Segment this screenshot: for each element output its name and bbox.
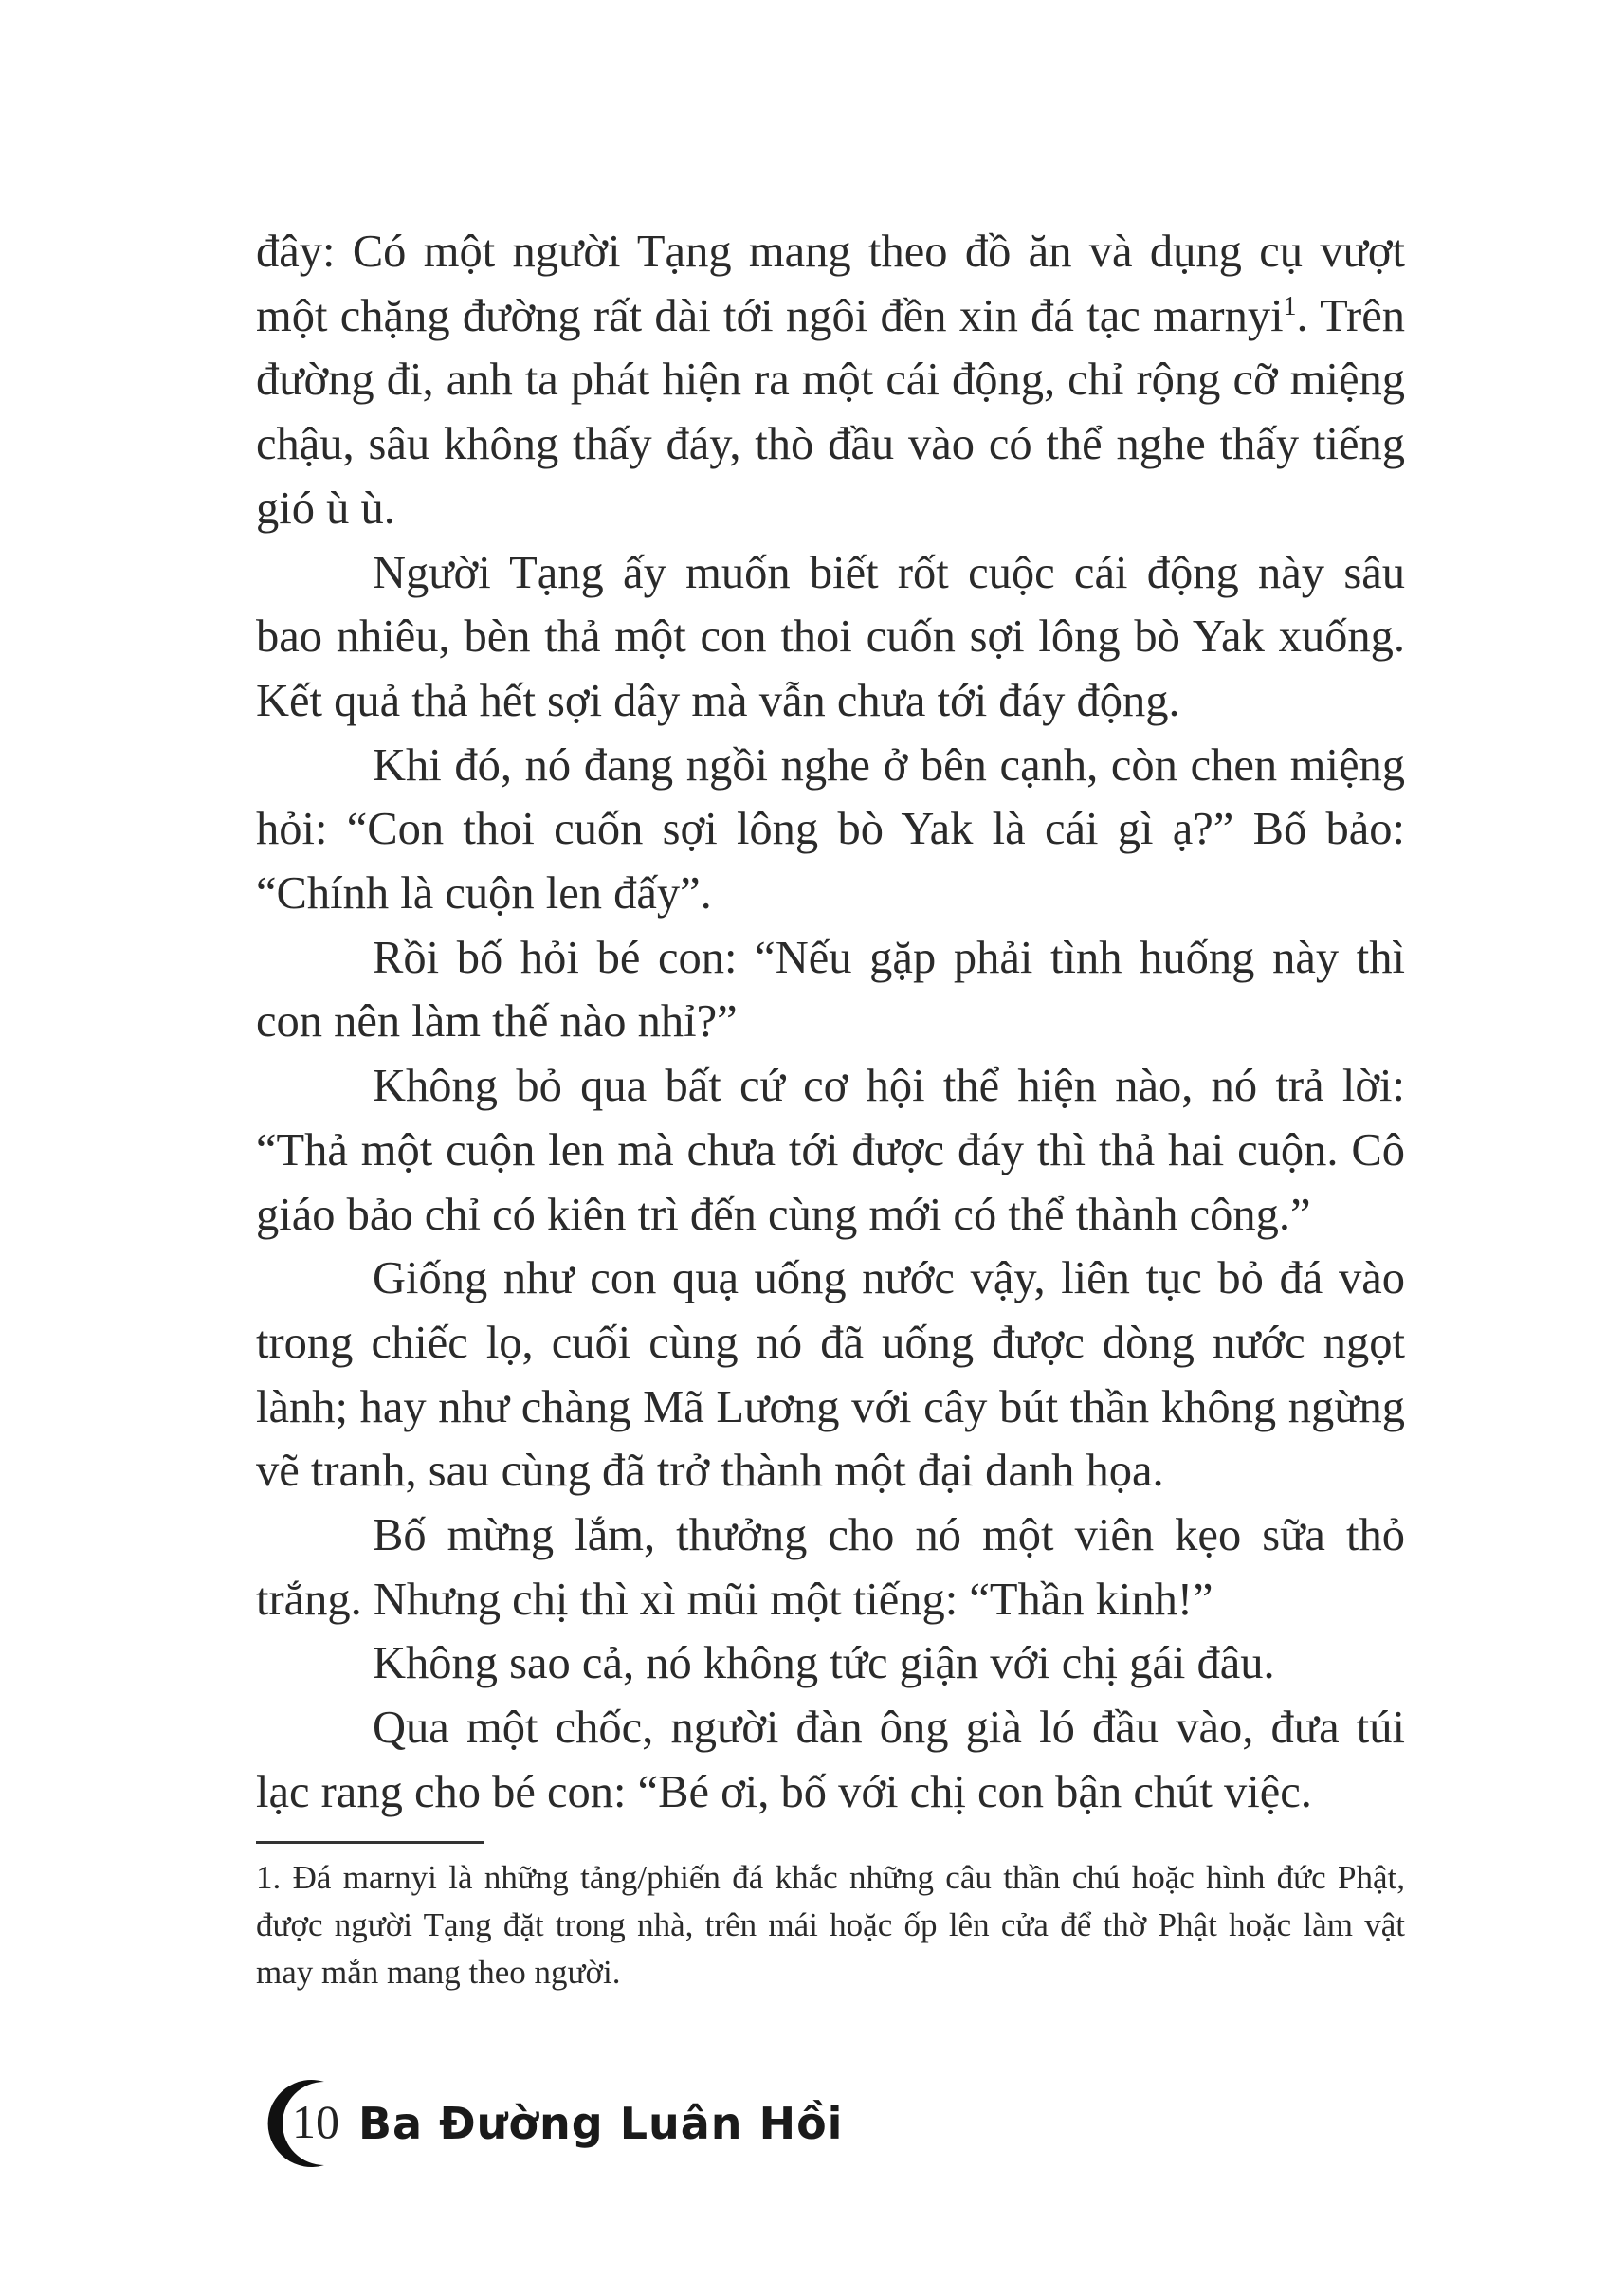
paragraph-4: Rồi bố hỏi bé con: “Nếu gặp phải tình huống này thì con nên làm thế nào nhỉ?” bbox=[256, 932, 1405, 1048]
body-text bbox=[256, 220, 1405, 1825]
footnote: 1. Đá marnyi là những tảng/phiến đá khắc những câu thần chú hoặc hình đức Phật, được người Tạng đặt trong nhà, trên mái hoặc ốp lên cửa để thờ Phật hoặc làm vật may mắn mang theo người. bbox=[256, 1859, 1405, 1991]
page-number: 10 bbox=[292, 2095, 339, 2148]
paragraph-8: Không sao cả, nó không tức giận với chị gái đâu. bbox=[373, 1638, 1275, 1689]
paragraph-6: Giống như con quạ uống nước vậy, liên tục bỏ đá vào trong chiếc lọ, cuối cùng nó đã uống được dòng nước ngọt lành; hay như chàng Mã Lương với cây bút thần không ngừng vẽ tranh, sau cùng đã trở thành một đại danh họa. bbox=[256, 1253, 1405, 1497]
paragraph-2: Người Tạng ấy muốn biết rốt cuộc cái động này sâu bao nhiêu, bèn thả một con thoi cuốn sợi lông bò Yak xuống. Kết quả thả hết sợi dây mà vẫn chưa tới đáy động. bbox=[256, 547, 1405, 726]
book-title: Ba Đường Luân Hồi bbox=[358, 2098, 844, 2149]
paragraph-1: đây: Có một người Tạng mang theo đồ ăn và dụng cụ vượt một chặng đường rất dài tới ngôi đền xin đá tạc marnyi$^1$. Trên đường đi, anh ta phát hiện ra một cái động, chỉ rộng cỡ miệng chậu, sâu không thấy đáy, thò đầu vào có thể nghe thấy tiếng gió ù ù. bbox=[256, 227, 1405, 534]
footnote-divider bbox=[256, 1841, 484, 1844]
paragraph-9: Qua một chốc, người đàn ông già ló đầu vào, đưa túi lạc rang cho bé con: “Bé ơi, bố với chị con bận chút việc. bbox=[256, 1703, 1405, 1817]
paragraph-7: Bố mừng lắm, thưởng cho nó một viên kẹo sữa thỏ trắng. Nhưng chị thì xì mũi một tiếng: “Thần kinh!” bbox=[256, 1510, 1405, 1625]
paragraph-5: Không bỏ qua bất cứ cơ hội thể hiện nào, nó trả lời: “Thả một cuộn len mà chưa tới được đáy thì thả hai cuộn. Cô giáo bảo chỉ có kiên trì đến cùng mới có thể thành công.” bbox=[256, 1061, 1405, 1240]
footnote-reference: 1 bbox=[1283, 291, 1297, 321]
page-footer bbox=[258, 2072, 844, 2177]
paragraph-3: Khi đó, nó đang ngồi nghe ở bên cạnh, còn chen miệng hỏi: “Con thoi cuốn sợi lông bò Yak là cái gì ạ?” Bố bảo: “Chính là cuộn len đấy”. bbox=[256, 739, 1405, 920]
